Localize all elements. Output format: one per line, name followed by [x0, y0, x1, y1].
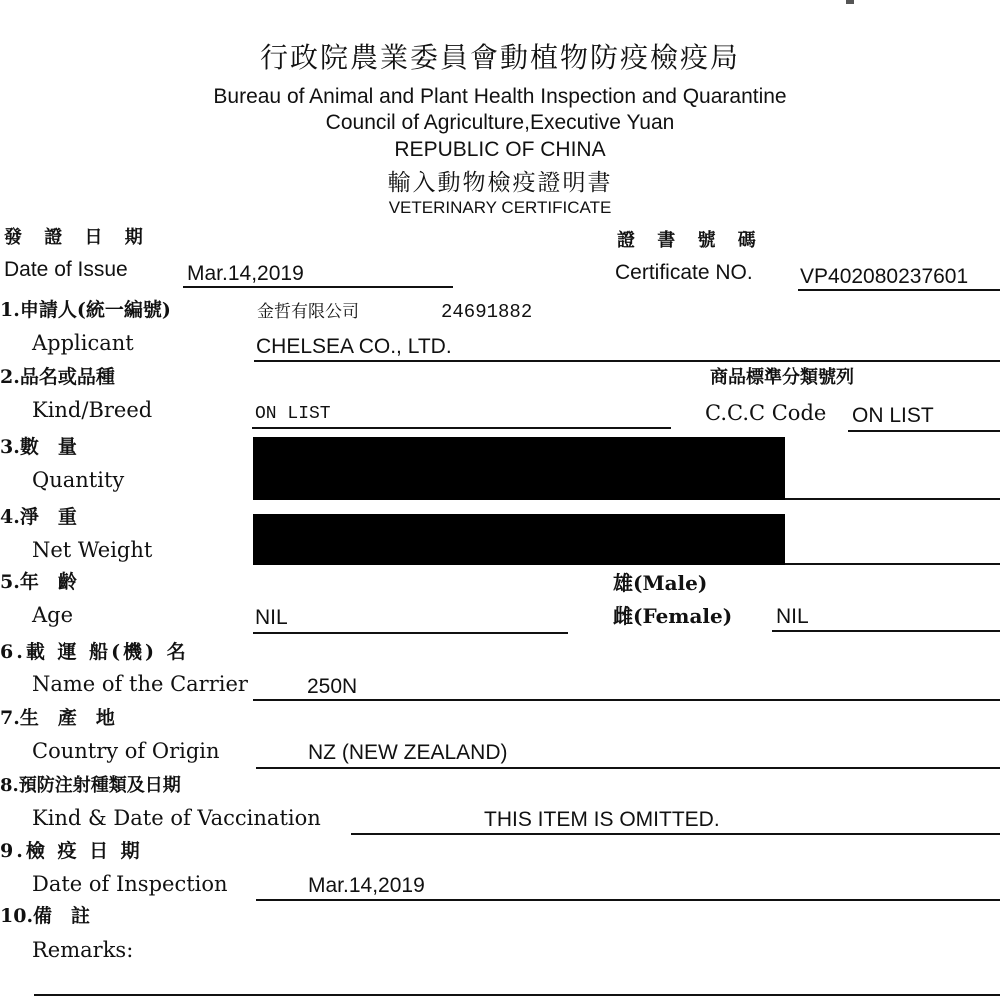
vaccination-label-zh: 8.預防注射種類及日期 — [0, 775, 181, 796]
applicant-tax-id: 24691882 — [441, 301, 533, 323]
applicant-label-zh: 1.申請人(統一編號) — [0, 299, 171, 321]
quantity-line — [785, 498, 1000, 500]
scan-mark — [846, 0, 854, 4]
certificate-no-line — [798, 289, 1000, 291]
net-weight-line — [785, 563, 1000, 565]
inspection-line — [256, 899, 1000, 901]
remarks-label-zh: 10.備 註 — [0, 905, 91, 927]
female-label: 雌(Female) — [613, 604, 733, 628]
carrier-line — [253, 699, 1000, 701]
quantity-label: Quantity — [32, 468, 125, 492]
age-line — [253, 632, 568, 634]
origin-line — [256, 767, 1000, 769]
male-label: 雄(Male) — [613, 571, 708, 595]
inspection-label: Date of Inspection — [32, 872, 228, 896]
net-weight-label: Net Weight — [32, 538, 153, 562]
vaccination-label: Kind & Date of Vaccination — [32, 806, 321, 830]
age-value: NIL — [255, 606, 288, 629]
vaccination-line — [351, 833, 1000, 835]
origin-label: Country of Origin — [32, 739, 220, 763]
net-weight-redaction — [253, 514, 785, 565]
origin-value: NZ (NEW ZEALAND) — [308, 741, 508, 764]
issue-date-label-zh: 發 證 日 期 — [4, 227, 151, 248]
issue-date-label: Date of Issue — [4, 258, 128, 281]
ccc-value: ON LIST — [852, 404, 934, 427]
sex-line — [772, 630, 1000, 632]
country-name: REPUBLIC OF CHINA — [394, 138, 606, 161]
carrier-value: 250N — [307, 675, 358, 698]
carrier-label: Name of the Carrier — [32, 672, 248, 696]
inspection-value: Mar.14,2019 — [308, 874, 425, 897]
certificate-no-label-zh: 證 書 號 碼 — [617, 230, 764, 251]
certificate-no-value: VP402080237601 — [800, 265, 969, 288]
kind-line — [252, 427, 671, 429]
certificate-title-zh: 輸入動物檢疫證明書 — [387, 170, 613, 196]
ccc-label-zh: 商品標準分類號列 — [710, 367, 854, 388]
kind-label-zh: 2.品名或品種 — [0, 366, 115, 388]
net-weight-label-zh: 4.淨 重 — [0, 506, 77, 528]
ccc-label: C.C.C Code — [705, 401, 827, 425]
kind-label: Kind/Breed — [32, 398, 153, 422]
quantity-redaction — [253, 437, 785, 500]
bureau-title-en: Bureau of Animal and Plant Health Inspection and Quarantine — [213, 85, 787, 108]
remarks-label: Remarks: — [32, 938, 134, 962]
remarks-line — [34, 994, 1000, 996]
applicant-line — [254, 360, 1000, 362]
issue-date-line — [183, 286, 453, 288]
origin-label-zh: 7.生 產 地 — [0, 707, 115, 729]
quantity-label-zh: 3.數 量 — [0, 436, 77, 458]
ccc-line — [848, 430, 1000, 432]
bureau-title-zh: 行政院農業委員會動植物防疫檢疫局 — [259, 41, 740, 74]
age-label-zh: 5.年 齡 — [0, 571, 77, 593]
carrier-label-zh: 6.載 運 船(機) 名 — [0, 641, 189, 663]
applicant-name-zh: 金哲有限公司 — [257, 302, 359, 322]
inspection-label-zh: 9.檢 疫 日 期 — [0, 840, 143, 862]
issue-date-value: Mar.14,2019 — [187, 262, 304, 285]
sex-value: NIL — [776, 605, 809, 628]
certificate-no-label: Certificate NO. — [615, 261, 753, 284]
applicant-label: Applicant — [32, 331, 134, 355]
kind-value: ON LIST — [255, 404, 331, 424]
certificate-title-en: VETERINARY CERTIFICATE — [388, 198, 612, 217]
vaccination-value: THIS ITEM IS OMITTED. — [484, 808, 720, 831]
council-name: Council of Agriculture,Executive Yuan — [325, 111, 675, 134]
age-label: Age — [32, 603, 74, 627]
applicant-value: CHELSEA CO., LTD. — [256, 335, 452, 358]
